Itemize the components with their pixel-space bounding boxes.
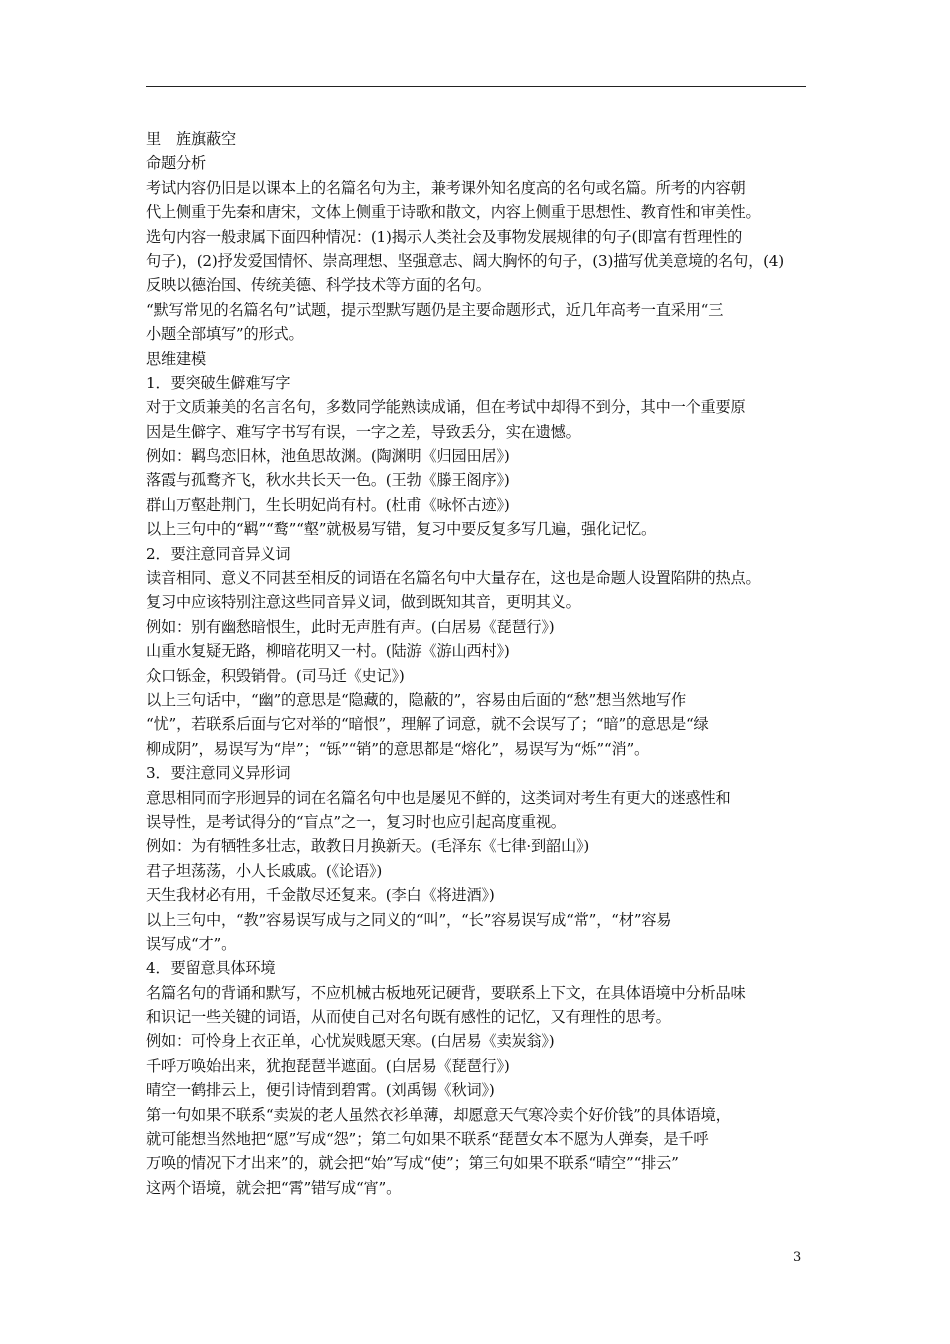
text-line: 名篇名句的背诵和默写，不应机械古板地死记硬背，要联系上下文，在具体语境中分析品味 bbox=[146, 983, 746, 1002]
example-line: 君子坦荡荡，小人长戚戚。(《论语》) bbox=[146, 861, 383, 880]
text-line: 考试内容仍旧是以课本上的名篇名句为主，兼考课外知名度高的名句或名篇。所考的内容朝 bbox=[146, 178, 746, 197]
text-line: 复习中应该特别注意这些同音异义词，做到既知其音，更明其义。 bbox=[146, 593, 581, 612]
subheading-1: 1．要突破生僻难写字 bbox=[146, 373, 291, 392]
text-line: 反映以德治国、传统美德、科学技术等方面的名句。 bbox=[146, 276, 491, 295]
text-line: 以上三句中的“羁”“鹜”“壑”就极易写错，复习中要反复多写几遍，强化记忆。 bbox=[146, 520, 656, 539]
text-line: 误写成“才”。 bbox=[146, 934, 237, 953]
page-number: 3 bbox=[793, 1250, 802, 1265]
text-line: 这两个语境，就会把“霄”错写成“宵”。 bbox=[146, 1178, 402, 1197]
example-line: 山重水复疑无路，柳暗花明又一村。(陆游《游山西村》) bbox=[146, 642, 510, 661]
example-line: 众口铄金，积毁销骨。(司马迁《史记》) bbox=[146, 666, 405, 685]
text-line: “默写常见的名篇名句”试题，提示型默写题仍是主要命题形式，近几年高考一直采用“三 bbox=[146, 300, 724, 319]
text-line: 误导性，是考试得分的“盲点”之一，复习时也应引起高度重视。 bbox=[146, 812, 566, 831]
example-line: 群山万壑赴荆门，生长明妃尚有村。(杜甫《咏怀古迹》) bbox=[146, 495, 510, 514]
example-line: 例如：为有牺牲多壮志，敢教日月换新天。(毛泽东《七律·到韶山》) bbox=[146, 837, 590, 856]
section-heading-analysis: 命题分析 bbox=[146, 154, 206, 173]
text-line: 里 旌旗蔽空 bbox=[146, 130, 236, 148]
example-line: 例如：别有幽愁暗恨生，此时无声胜有声。(白居易《琵琶行》) bbox=[146, 617, 555, 636]
text-line: 和识记一些关键的词语，从而使自己对名句既有感性的记忆，又有理性的思考。 bbox=[146, 1008, 671, 1027]
document-body bbox=[146, 127, 818, 1200]
text-line: 就可能想当然地把“愿”写成“怨”；第二句如果不联系“琵琶女本不愿为人弹奏，是千呼 bbox=[146, 1130, 709, 1149]
header-rule bbox=[146, 86, 806, 87]
text-line: 第一句如果不联系“卖炭的老人虽然衣衫单薄，却愿意天气寒冷卖个好价钱”的具体语境， bbox=[146, 1105, 731, 1124]
section-heading-modeling: 思维建模 bbox=[146, 349, 206, 368]
example-line: 例如：可怜身上衣正单，心忧炭贱愿天寒。(白居易《卖炭翁》) bbox=[146, 1032, 555, 1051]
example-line: 落霞与孤鹜齐飞，秋水共长天一色。(王勃《滕王阁序》) bbox=[146, 471, 510, 490]
text-line: 句子)，(2)抒发爱国情怀、崇高理想、坚强意志、阔大胸怀的句子，(3)描写优美意境的名句，(4) bbox=[146, 251, 784, 270]
text-line: 意思相同而字形迥异的词在名篇名句中也是屡见不鲜的，这类词对考生有更大的迷惑性和 bbox=[146, 788, 731, 807]
text-line: 选句内容一般隶属下面四种情况：(1)揭示人类社会及事物发展规律的句子(即富有哲理性的 bbox=[146, 227, 743, 246]
subheading-3: 3．要注意同义异形词 bbox=[146, 764, 291, 783]
text-line: 以上三句中，“教”容易误写成与之同义的“叫”，“长”容易误写成“常”，“材”容易 bbox=[146, 910, 672, 929]
text-line: 以上三句话中，“幽”的意思是“隐藏的，隐蔽的”，容易由后面的“愁”想当然地写作 bbox=[146, 690, 686, 709]
example-line: 千呼万唤始出来，犹抱琵琶半遮面。(白居易《琵琶行》) bbox=[146, 1056, 510, 1075]
text-line: “忧”，若联系后面与它对举的“暗恨”，理解了词意，就不会误写了；“暗”的意思是“绿 bbox=[146, 715, 709, 734]
text-line: 代上侧重于先秦和唐宋，文体上侧重于诗歌和散文，内容上侧重于思想性、教育性和审美性。 bbox=[146, 203, 761, 222]
text-line: 因是生僻字、难写字书写有误，一字之差，导致丢分，实在遗憾。 bbox=[146, 422, 581, 441]
text-line: 万唤的情况下才出来”的，就会把“始”写成“使”；第三句如果不联系“晴空”“排云” bbox=[146, 1154, 679, 1173]
text-line: 对于文质兼美的名言名句，多数同学能熟读成诵，但在考试中却得不到分，其中一个重要原 bbox=[146, 398, 746, 417]
text-line: 柳成阴”，易误写为“岸”；“铄”“销”的意思都是“熔化”，易误写为“烁”“消”。 bbox=[146, 739, 649, 758]
example-line: 例如：羁鸟恋旧林，池鱼思故渊。(陶渊明《归园田居》) bbox=[146, 447, 510, 466]
text-line: 小题全部填写”的形式。 bbox=[146, 325, 304, 344]
subheading-4: 4．要留意具体环境 bbox=[146, 959, 276, 978]
subheading-2: 2．要注意同音异义词 bbox=[146, 544, 291, 563]
example-line: 天生我材必有用，千金散尽还复来。(李白《将进酒》) bbox=[146, 886, 495, 905]
example-line: 晴空一鹤排云上，便引诗情到碧霄。(刘禹锡《秋词》) bbox=[146, 1081, 495, 1100]
text-line: 读音相同、意义不同甚至相反的词语在名篇名句中大量存在，这也是命题人设置陷阱的热点。 bbox=[146, 569, 761, 588]
